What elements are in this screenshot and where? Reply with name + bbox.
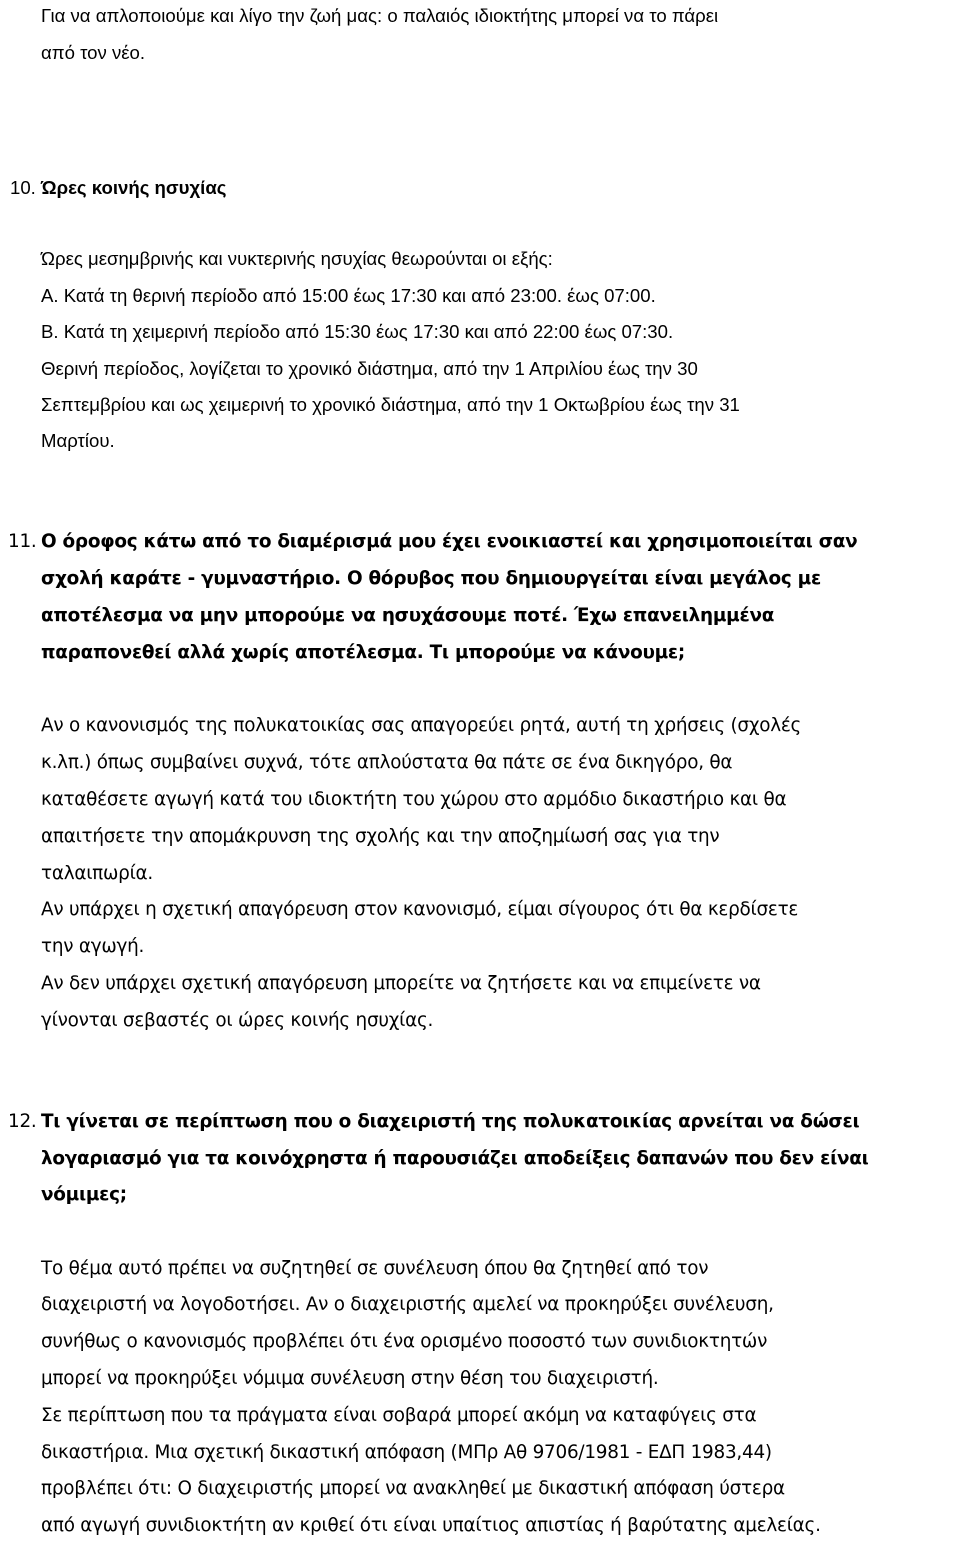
section-number: 11. <box>8 531 37 552</box>
answer-line: από αγωγή συνιδιοκτήτη αν κριθεί ότι είναι υπαίτιος απιστίας ή βαρύτατης αμελείας. <box>41 1515 821 1536</box>
answer-line: ταλαιπωρία. <box>41 863 154 884</box>
intro-line: από τον νέο. <box>41 42 146 63</box>
question-line: νόμιμες; <box>41 1184 127 1205</box>
intro-line: Για να απλοποιούμε και λίγο την ζωή μας: ο παλαιός ιδιοκτήτης μπορεί να το πάρει <box>41 5 719 26</box>
answer-line: μπορεί να προκηρύξει νόμιμα συνέλευση στην θέση του διαχειριστή. <box>41 1368 659 1389</box>
answer-line: Αν υπάρχει η σχετική απαγόρευση στον κανονισμό, είμαι σίγουρος ότι θα κερδίσετε <box>41 899 799 920</box>
body-line: Β. Κατά τη χειμερινή περίοδο από 15:30 έως 17:30 και από 22:00 έως 07:30. <box>41 321 674 342</box>
answer-line: Αν ο κανονισμός της πολυκατοικίας σας απαγορεύει ρητά, αυτή τη χρήσεις (σχολές <box>41 715 802 736</box>
answer-line: Το θέμα αυτό πρέπει να συζητηθεί σε συνέλευση όπου θα ζητηθεί από τον <box>41 1258 709 1279</box>
body-line: Θερινή περίοδος, λογίζεται το χρονικό διάστημα, από την 1 Απριλίου έως την 30 <box>41 358 698 379</box>
body-line: Α. Κατά τη θερινή περίοδο από 15:00 έως 17:30 και από 23:00. έως 07:00. <box>41 285 656 306</box>
answer-line: διαχειριστή να λογοδοτήσει. Αν ο διαχειριστής αμελεί να προκηρύξει συνέλευση, <box>41 1294 774 1315</box>
question-line: σχολή καράτε - γυμναστήριο. Ο θόρυβος που δημιουργείται είναι μεγάλος με <box>41 568 821 589</box>
question-line: Ο όροφος κάτω από το διαμέρισμά μου έχει ενοικιαστεί και χρησιμοποιείται σαν <box>41 531 858 552</box>
answer-line: συνήθως ο κανονισμός προβλέπει ότι ένα ορισμένο ποσοστό των συνιδιοκτητών <box>41 1331 768 1352</box>
section-number: 10. <box>10 177 36 198</box>
answer-line: Αν δεν υπάρχει σχετική απαγόρευση μπορείτε να ζητήσετε και να επιμείνετε να <box>41 973 761 994</box>
answer-line: προβλέπει ότι: Ο διαχειριστής μπορεί να ανακληθεί με δικαστική απόφαση ύστερα <box>41 1478 785 1499</box>
body-line: Σεπτεμβρίου και ως χειμερινή το χρονικό διάστημα, από την 1 Οκτωβρίου έως την 31 <box>41 394 740 415</box>
question-line: παραπονεθεί αλλά χωρίς αποτέλεσμα. Τι μπορούμε να κάνουμε; <box>41 642 686 663</box>
answer-line: κ.λπ.) όπως συμβαίνει συχνά, τότε απλούστατα θα πάτε σε ένα δικηγόρο, θα <box>41 752 733 773</box>
body-line: Ώρες μεσημβρινής και νυκτερινής ησυχίας θεωρούνται οι εξής: <box>41 248 553 269</box>
answer-line: την αγωγή. <box>41 936 145 957</box>
question-line: Τι γίνεται σε περίπτωση που ο διαχειριστή της πολυκατοικίας αρνείται να δώσει <box>41 1111 860 1132</box>
question-line: αποτέλεσμα να μην μπορούμε να ησυχάσουμε ποτέ. Έχω επανειλημμένα <box>41 605 775 626</box>
answer-line: καταθέσετε αγωγή κατά του ιδιοκτήτη του χώρου στο αρμόδιο δικαστήριο και θα <box>41 789 787 810</box>
answer-line: γίνονται σεβαστές οι ώρες κοινής ησυχίας. <box>41 1010 434 1031</box>
answer-line: δικαστήρια. Μια σχετική δικαστική απόφαση (ΜΠρ Αθ 9706/1981 - ΕΔΠ 1983,44) <box>41 1442 772 1463</box>
section-number: 12. <box>8 1111 37 1132</box>
section-title: Ώρες κοινής ησυχίας <box>41 177 227 198</box>
answer-line: απαιτήσετε την απομάκρυνση της σχολής και την αποζημίωσή σας για την <box>41 826 720 847</box>
question-line: λογαριασμό για τα κοινόχρηστα ή παρουσιάζει αποδείξεις δαπανών που δεν είναι <box>41 1148 869 1169</box>
body-line: Μαρτίου. <box>41 430 115 451</box>
answer-line: Σε περίπτωση που τα πράγματα είναι σοβαρά μπορεί ακόμη να καταφύγεις στα <box>41 1405 757 1426</box>
